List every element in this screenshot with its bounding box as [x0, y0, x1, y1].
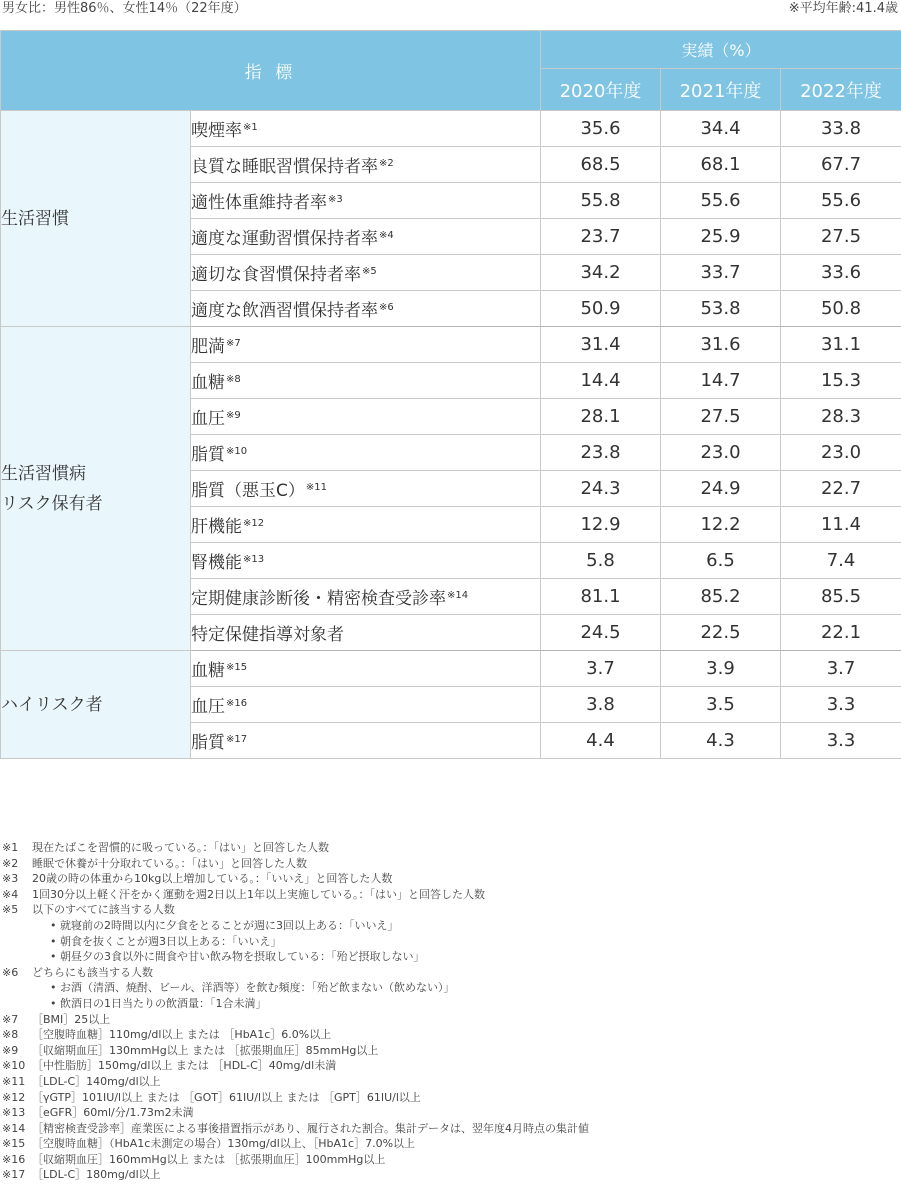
- value-cell: 6.5: [661, 543, 781, 579]
- value-cell: 55.6: [781, 183, 901, 219]
- footnote-subitem: • 飲酒日の1日当たりの飲酒量：「1合未満」: [50, 996, 267, 1010]
- value-cell: 14.7: [661, 363, 781, 399]
- indicator-label: 定期健康診断後・精密検査受診率$^{※14}$: [191, 579, 541, 615]
- footnote-subitem: • 就寝前の2時間以内に夕食をとることが週に3回以上ある：「いいえ」: [50, 918, 399, 932]
- value-cell: 23.7: [541, 219, 661, 255]
- value-cell: 85.5: [781, 579, 901, 615]
- value-cell: 67.7: [781, 147, 901, 183]
- value-cell: 34.2: [541, 255, 661, 291]
- value-cell: 81.1: [541, 579, 661, 615]
- footnote: ※3 20歳の時の体重から10kg以上増加している。：「いいえ」と回答した人数: [2, 872, 393, 886]
- header-line: [0, 0, 901, 20]
- indicator-label: 喫煙率$^{※1}$: [191, 111, 541, 147]
- footnote: ※2 睡眠で休養が十分取れている。：「はい」と回答した人数: [2, 856, 307, 870]
- value-cell: 12.2: [661, 507, 781, 543]
- footnote: ※4 1回30分以上軽く汗をかく運動を週2日以上1年以上実施している。：「はい」と回答した人数: [2, 887, 485, 901]
- indicator-label: 血圧$^{※9}$: [191, 399, 541, 435]
- category-lifestyle: 生活習慣: [1, 111, 191, 327]
- footnotes: [2, 840, 899, 1183]
- footnote: ※13 ［eGFR］60ml/分/1.73m2未満: [2, 1106, 194, 1120]
- footnote: ※7 ［BMI］25以上: [2, 1012, 111, 1026]
- value-cell: 7.4: [781, 543, 901, 579]
- value-cell: 24.3: [541, 471, 661, 507]
- value-cell: 34.4: [661, 111, 781, 147]
- indicator-label: 良質な睡眠習慣保持者率$^{※2}$: [191, 147, 541, 183]
- indicator-label: 肥満$^{※7}$: [191, 327, 541, 363]
- value-cell: 3.8: [541, 687, 661, 723]
- value-cell: 35.6: [541, 111, 661, 147]
- health-indicators-table: [0, 30, 901, 759]
- table-row: [1, 327, 901, 363]
- actual-header: 実績（%）: [541, 31, 901, 69]
- value-cell: 4.3: [661, 723, 781, 759]
- footnote-subitem: • 朝昼夕の3食以外に間食や甘い飲み物を摂取している：「殆ど摂取しない」: [50, 950, 425, 964]
- value-cell: 22.1: [781, 615, 901, 651]
- indicator-label: 脂質$^{※10}$: [191, 435, 541, 471]
- value-cell: 28.1: [541, 399, 661, 435]
- indicator-header: 指 標: [1, 31, 541, 111]
- indicator-label: 適切な食習慣保持者率$^{※5}$: [191, 255, 541, 291]
- value-cell: 31.4: [541, 327, 661, 363]
- footnote: ※12 ［γGTP］101IU/l以上 または ［GOT］61IU/l以上 または ［GPT］61IU/l以上: [2, 1090, 421, 1104]
- value-cell: 4.4: [541, 723, 661, 759]
- value-cell: 50.8: [781, 291, 901, 327]
- value-cell: 85.2: [661, 579, 781, 615]
- value-cell: 68.5: [541, 147, 661, 183]
- footnote: ※8 ［空腹時血糖］110mg/dl以上 または ［HbA1c］6.0%以上: [2, 1028, 332, 1042]
- value-cell: 3.5: [661, 687, 781, 723]
- indicator-label: 適度な運動習慣保持者率$^{※4}$: [191, 219, 541, 255]
- gender-ratio-text: 男女比：男性86％、女性14％（22年度）: [2, 1, 247, 16]
- value-cell: 12.9: [541, 507, 661, 543]
- value-cell: 25.9: [661, 219, 781, 255]
- value-cell: 23.0: [781, 435, 901, 471]
- year-header-2020: 2020年度: [541, 69, 661, 111]
- value-cell: 24.9: [661, 471, 781, 507]
- indicator-label: 脂質$^{※17}$: [191, 723, 541, 759]
- indicator-label: 肝機能$^{※12}$: [191, 507, 541, 543]
- footnote: ※10 ［中性脂肪］150mg/dl以上 または ［HDL-C］40mg/dl未満: [2, 1059, 337, 1073]
- year-header-2021: 2021年度: [661, 69, 781, 111]
- footnote: ※16 ［収縮期血圧］160mmHg以上 または ［拡張期血圧］100mmHg以上: [2, 1152, 386, 1166]
- value-cell: 53.8: [661, 291, 781, 327]
- table-row: [1, 111, 901, 147]
- value-cell: 15.3: [781, 363, 901, 399]
- value-cell: 50.9: [541, 291, 661, 327]
- value-cell: 23.0: [661, 435, 781, 471]
- footnote: ※14 ［精密検査受診率］産業医による事後措置指示があり、履行された割合。集計データは、翌年度4月時点の集計値: [2, 1121, 589, 1135]
- footnote: ※11 ［LDL-C］140mg/dl以上: [2, 1074, 161, 1088]
- footnote-subitem: • お酒（清酒、焼酎、ビール、洋酒等）を飲む頻度：「殆ど飲まない（飲めない）」: [50, 981, 455, 995]
- value-cell: 3.3: [781, 687, 901, 723]
- indicator-label: 血糖$^{※8}$: [191, 363, 541, 399]
- value-cell: 68.1: [661, 147, 781, 183]
- indicator-label: 血圧$^{※16}$: [191, 687, 541, 723]
- value-cell: 55.6: [661, 183, 781, 219]
- year-header-2022: 2022年度: [781, 69, 901, 111]
- value-cell: 33.7: [661, 255, 781, 291]
- footnote: ※9 ［収縮期血圧］130mmHg以上 または ［拡張期血圧］85mmHg以上: [2, 1043, 379, 1057]
- value-cell: 55.8: [541, 183, 661, 219]
- footnote: ※6 どちらにも該当する人数: [2, 965, 153, 979]
- value-cell: 33.8: [781, 111, 901, 147]
- footnote: ※1 現在たばこを習慣的に吸っている。：「はい」と回答した人数: [2, 841, 329, 854]
- value-cell: 3.7: [781, 651, 901, 687]
- value-cell: 22.5: [661, 615, 781, 651]
- value-cell: 14.4: [541, 363, 661, 399]
- value-cell: 11.4: [781, 507, 901, 543]
- value-cell: 27.5: [661, 399, 781, 435]
- value-cell: 31.1: [781, 327, 901, 363]
- footnote: ※5 以下のすべてに該当する人数: [2, 903, 175, 917]
- footnote: ※15 ［空腹時血糖］（HbA1c未測定の場合）130mg/dl以上、［HbA1c］7.0%以上: [2, 1137, 416, 1151]
- indicator-label: 適性体重維持者率$^{※3}$: [191, 183, 541, 219]
- value-cell: 22.7: [781, 471, 901, 507]
- value-cell: 27.5: [781, 219, 901, 255]
- value-cell: 31.6: [661, 327, 781, 363]
- indicator-label: 特定保健指導対象者: [191, 615, 541, 651]
- value-cell: 3.7: [541, 651, 661, 687]
- indicator-label: 適度な飲酒習慣保持者率$^{※6}$: [191, 291, 541, 327]
- value-cell: 23.8: [541, 435, 661, 471]
- indicator-label: 脂質（悪玉C）$^{※11}$: [191, 471, 541, 507]
- footnote: ※17 ［LDL-C］180mg/dl以上: [2, 1168, 161, 1182]
- value-cell: 3.3: [781, 723, 901, 759]
- value-cell: 24.5: [541, 615, 661, 651]
- value-cell: 33.6: [781, 255, 901, 291]
- category-lifestyle-disease-risk: 生活習慣病 リスク保有者: [1, 327, 191, 651]
- category-high-risk: ハイリスク者: [1, 651, 191, 759]
- value-cell: 3.9: [661, 651, 781, 687]
- table-row: [1, 651, 901, 687]
- value-cell: 28.3: [781, 399, 901, 435]
- indicator-label: 腎機能$^{※13}$: [191, 543, 541, 579]
- value-cell: 5.8: [541, 543, 661, 579]
- average-age-text: ※平均年齢:41.4歳: [788, 1, 898, 16]
- footnote-subitem: • 朝食を抜くことが週3日以上ある：「いいえ」: [50, 934, 282, 948]
- indicator-label: 血糖$^{※15}$: [191, 651, 541, 687]
